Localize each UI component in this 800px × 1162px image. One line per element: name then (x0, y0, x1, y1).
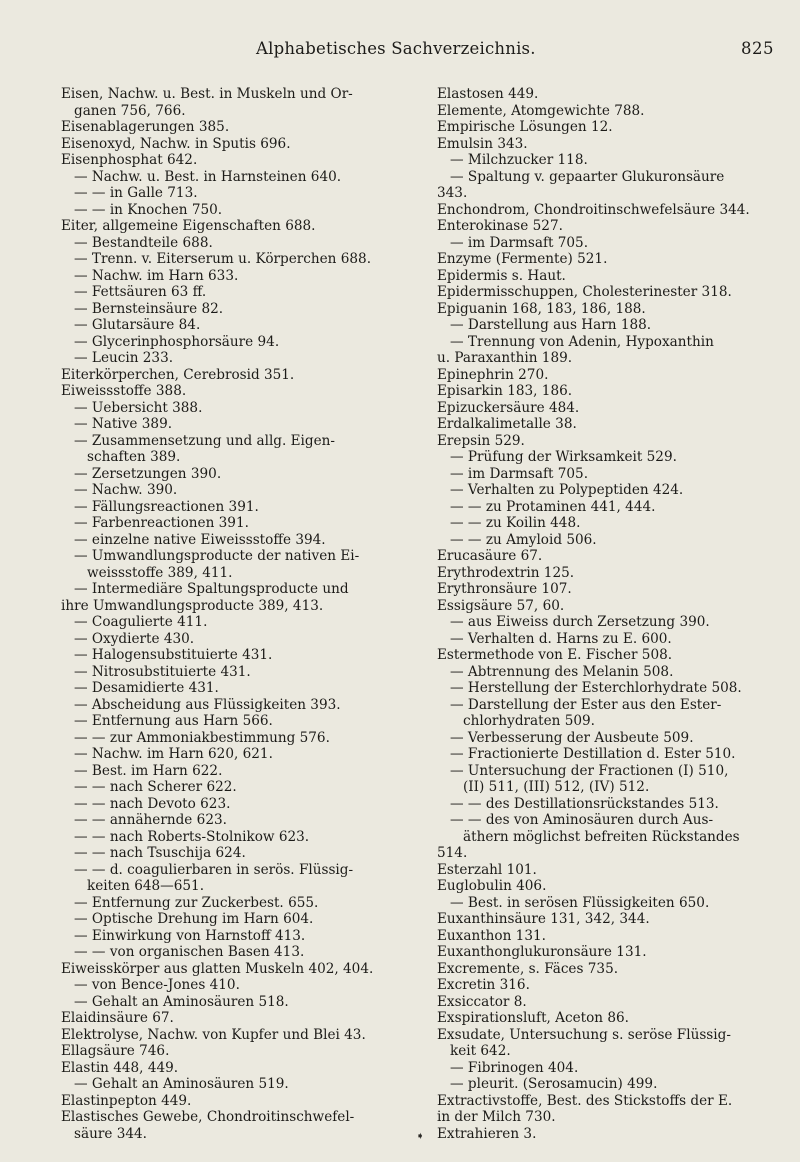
index-entry: Epidermisschuppen, Cholesterinester 318. (437, 284, 732, 300)
index-entry: Eiweisskörper aus glatten Muskeln 402, 404. (61, 960, 374, 977)
index-entry: — Glutarsäure 84. (74, 317, 201, 333)
index-entry: — Untersuchung der Fractionen (I) 510, (450, 762, 729, 779)
index-entry: — — des Destillationsrückstandes 513. (450, 795, 719, 812)
index-entry: — Abtrennung des Melanin 508. (450, 663, 674, 680)
running-head (0, 39, 800, 61)
index-entry: chlorhydraten 509. (463, 713, 595, 729)
index-entry: — Umwandlungsproducte der nativen Ei- (74, 548, 360, 564)
index-entry: — — annähernde 623. (74, 812, 227, 828)
index-entry: — einzelne native Eiweissstoffe 394. (74, 531, 326, 548)
index-entry: Elastinpepton 449. (61, 1092, 192, 1109)
index-entry: 343. (437, 185, 468, 201)
index-entry: — — zu Koilin 448. (450, 515, 581, 531)
index-entry: Excremente, s. Fäces 735. (437, 960, 619, 977)
index-entry: — Nachw. im Harn 633. (74, 267, 239, 284)
index-entry: Erythrodextrin 125. (437, 564, 575, 581)
index-entry: — Nachw. u. Best. in Harnsteinen 640. (74, 168, 342, 185)
index-entry: Extrahieren 3. (437, 1125, 537, 1142)
index-entry: Eisenphosphat 642. (61, 152, 198, 168)
index-entry: — — des von Aminosäuren durch Aus- (450, 812, 714, 828)
index-entry: Eiweissstoffe 388. (61, 383, 187, 399)
index-entry: Eiter, allgemeine Eigenschaften 688. (61, 218, 316, 234)
index-entry: Ellagsäure 746. (61, 1043, 170, 1059)
index-entry: (II) 511, (III) 512, (IV) 512. (463, 779, 650, 795)
index-entry: Erepsin 529. (437, 432, 525, 449)
index-entry: Erucasäure 67. (437, 548, 543, 564)
index-entry: u. Paraxanthin 189. (437, 350, 573, 366)
index-entry: — Gehalt an Aminosäuren 519. (74, 1076, 289, 1092)
index-entry: ganen 756, 766. (74, 102, 186, 119)
index-entry: — Verhalten zu Polypeptiden 424. (450, 482, 684, 498)
index-entry: Estermethode von E. Fischer 508. (437, 647, 673, 663)
index-entry: Eisenablagerungen 385. (61, 119, 230, 135)
index-entry: — Oxydierte 430. (74, 630, 195, 647)
index-entry: Epinephrin 270. (437, 366, 549, 383)
index-entry: Exsiccator 8. (437, 993, 527, 1010)
index-entry: Excretin 316. (437, 977, 530, 993)
index-entry: — Fibrinogen 404. (450, 1059, 579, 1076)
index-entry: — Nachw. im Harn 620, 621. (74, 746, 273, 762)
footer-mark: ➧ (416, 1131, 425, 1142)
index-entry: — Zersetzungen 390. (74, 465, 222, 482)
index-entry: Eiterkörperchen, Cerebrosid 351. (61, 366, 295, 383)
index-entry: Enchondrom, Chondroitinschwefelsäure 344. (437, 201, 750, 218)
index-entry: Exsudate, Untersuchung s. seröse Flüssig- (437, 1026, 731, 1043)
index-entry: — — zu Amyloid 506. (450, 531, 597, 548)
index-entry: Erdalkalimetalle 38. (437, 416, 577, 432)
index-entry: 514. (437, 845, 468, 861)
index-entry: Esterzahl 101. (437, 861, 537, 878)
index-entry: — Zusammensetzung und allg. Eigen- (74, 432, 335, 449)
index-entry: — Verhalten d. Harns zu E. 600. (450, 630, 672, 647)
index-entry: — Bestandteile 688. (74, 234, 213, 251)
index-entry: Euxanthon 131. (437, 927, 546, 944)
index-entry: — — in Knochen 750. (74, 201, 223, 218)
index-entry: — im Darmsaft 705. (450, 234, 589, 251)
index-entry: — Intermediäre Spaltungsproducte und (74, 581, 349, 597)
index-entry: — Optische Drehung im Harn 604. (74, 911, 314, 927)
index-entry: Eisenoxyd, Nachw. in Sputis 696. (61, 135, 291, 152)
index-entry: Elastosen 449. (437, 86, 539, 102)
index-entry: — im Darmsaft 705. (450, 465, 589, 482)
index-entry: — Verbesserung der Ausbeute 509. (450, 729, 694, 746)
index-entry: — Milchzucker 118. (450, 152, 588, 168)
index-entry: — Desamidierte 431. (74, 680, 219, 696)
index-entry: Essigsäure 57, 60. (437, 597, 565, 614)
index-entry: ihre Umwandlungsproducte 389, 413. (61, 597, 324, 614)
index-entry: Empirische Lösungen 12. (437, 119, 613, 135)
index-entry: Episarkin 183, 186. (437, 383, 573, 399)
index-entry: — Spaltung v. gepaarter Glukuronsäure (450, 168, 725, 185)
index-entry: — Native 389. (74, 416, 173, 432)
index-entry: — Einwirkung von Harnstoff 413. (74, 927, 306, 944)
index-entry: — Bernsteinsäure 82. (74, 300, 224, 317)
index-entry: in der Milch 730. (437, 1109, 556, 1125)
index-entry: — — zu Protaminen 441, 444. (450, 498, 656, 515)
index-entry: Epidermis s. Haut. (437, 267, 566, 284)
index-entry: Elaidinsäure 67. (61, 1010, 174, 1026)
index-entry: Elastin 448, 449. (61, 1059, 179, 1076)
index-entry: — Nachw. 390. (74, 482, 178, 498)
index-entry: Elektrolyse, Nachw. von Kupfer und Blei 43. (61, 1026, 366, 1043)
index-entry: — — nach Tsuschija 624. (74, 845, 246, 861)
index-entry: — Fällungsreactionen 391. (74, 498, 259, 515)
index-entry: Elemente, Atomgewichte 788. (437, 102, 645, 119)
index-entry: — — zur Ammoniakbestimmung 576. (74, 729, 330, 746)
index-entry: Exspirationsluft, Aceton 86. (437, 1010, 629, 1026)
index-entry: Erythronsäure 107. (437, 581, 572, 597)
index-entry: Euglobulin 406. (437, 878, 547, 894)
index-column-right (437, 86, 750, 1142)
index-entry: — — in Galle 713. (74, 185, 198, 201)
index-entry: — Leucin 233. (74, 350, 174, 366)
running-head-title: Alphabetisches Sachverzeichnis. (256, 39, 536, 58)
index-entry: Extractivstoffe, Best. des Stickstoffs der E. (437, 1092, 733, 1109)
index-entry: — Darstellung der Ester aus den Ester- (450, 696, 722, 713)
index-entry: Epiguanin 168, 183, 186, 188. (437, 300, 646, 317)
index-entry: — Trennung von Adenin, Hypoxanthin (450, 333, 714, 350)
index-entry: — Trenn. v. Eiterserum u. Körperchen 688. (74, 251, 372, 267)
index-entry: keiten 648—651. (87, 878, 205, 894)
index-entry: — aus Eiweiss durch Zersetzung 390. (450, 614, 710, 630)
index-entry: weissstoffe 389, 411. (87, 564, 233, 581)
index-entry: — Nitrosubstituierte 431. (74, 663, 251, 680)
index-entry: keit 642. (450, 1043, 511, 1059)
index-entry: — Gehalt an Aminosäuren 518. (74, 993, 289, 1010)
index-entry: — Abscheidung aus Flüssigkeiten 393. (74, 696, 341, 713)
index-entry: Enterokinase 527. (437, 218, 563, 234)
index-entry: — pleurit. (Serosamucin) 499. (450, 1076, 658, 1092)
index-entry: — — nach Scherer 622. (74, 779, 237, 795)
index-entry: schaften 389. (87, 449, 181, 465)
index-entry: Epizuckersäure 484. (437, 399, 580, 416)
index-entry: Eisen, Nachw. u. Best. in Muskeln und Or- (61, 86, 353, 102)
index-entry: — Fractionierte Destillation d. Ester 510. (450, 746, 736, 762)
index-entry: — Fettsäuren 63 ff. (74, 284, 207, 300)
index-entry: — Best. im Harn 622. (74, 762, 223, 779)
index-entry: — Darstellung aus Harn 188. (450, 317, 652, 333)
index-entry: — Herstellung der Esterchlorhydrate 508. (450, 680, 742, 696)
index-column-left (61, 86, 374, 1142)
index-entry: Euxanthinsäure 131, 342, 344. (437, 911, 650, 927)
index-entry: — von Bence-Jones 410. (74, 977, 240, 993)
index-entry: — Best. in serösen Flüssigkeiten 650. (450, 894, 710, 911)
page-number: 825 (741, 39, 774, 58)
index-entry: äthern möglichst befreiten Rückstandes (463, 828, 740, 845)
index-entry: — Entfernung zur Zuckerbest. 655. (74, 894, 319, 911)
index-entry: Enzyme (Fermente) 521. (437, 251, 608, 267)
index-entry: — Uebersicht 388. (74, 399, 203, 416)
index-entry: — Coagulierte 411. (74, 614, 208, 630)
index-entry: Emulsin 343. (437, 135, 528, 152)
index-entry: — Entfernung aus Harn 566. (74, 713, 273, 729)
index-entry: — — nach Roberts-Stolnikow 623. (74, 828, 310, 845)
index-entry: Elastisches Gewebe, Chondroitinschwefel- (61, 1109, 355, 1125)
index-entry: — Prüfung der Wirksamkeit 529. (450, 449, 677, 465)
index-entry: — — nach Devoto 623. (74, 795, 231, 812)
index-entry: — Farbenreactionen 391. (74, 515, 249, 531)
index-entry: — — d. coagulierbaren in serös. Flüssig- (74, 861, 354, 878)
index-entry: Euxanthonglukuronsäure 131. (437, 944, 647, 960)
index-entry: — Halogensubstituierte 431. (74, 647, 273, 663)
index-entry: — — von organischen Basen 413. (74, 944, 305, 960)
index-entry: säure 344. (74, 1125, 147, 1142)
index-entry: — Glycerinphosphorsäure 94. (74, 333, 280, 350)
